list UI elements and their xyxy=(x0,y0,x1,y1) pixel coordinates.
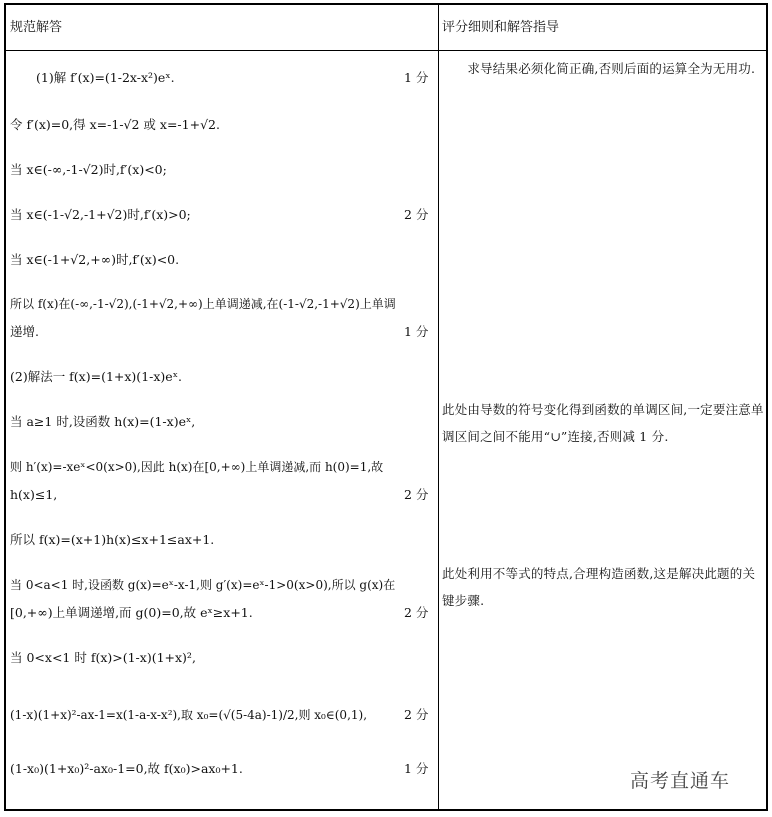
solution-text: 所以 f(x)在(-∞,-1-√2),(-1+√2,+∞)上单调递减,在(-1-√2,-1+√2)上单调 xyxy=(10,297,396,311)
score: 2 分 xyxy=(404,605,429,620)
solution-text: [0,+∞)上单调递增,而 g(0)=0,故 eˣ≥x+1. xyxy=(10,605,253,620)
score: 1 分 xyxy=(404,70,429,85)
header-left: 规范解答 xyxy=(10,20,63,35)
watermark-logo: 高考直通车 xyxy=(630,770,731,792)
solution-text: (1)解 f′(x)=(1-2x-x²)eˣ. xyxy=(36,70,175,85)
score: 2 分 xyxy=(404,707,429,722)
solution-text: (1-x₀)(1+x₀)²-ax₀-1=0,故 f(x₀)>ax₀+1. xyxy=(10,761,243,776)
solution-text: (1-x)(1+x)²-ax-1=x(1-a-x-x²),取 x₀=(√(5-4a)-1)/2,则 x₀∈(0,1), xyxy=(10,708,368,722)
header-divider xyxy=(6,50,766,51)
solution-text: 当 0<x<1 时 f(x)>(1-x)(1+x)², xyxy=(10,650,196,665)
solution-text: (2)解法一 f(x)=(1+x)(1-x)eˣ. xyxy=(10,369,182,384)
solution-text: 当 0<a<1 时,设函数 g(x)=eˣ-x-1,则 g′(x)=eˣ-1>0(x>0),所以 g(x)在 xyxy=(10,578,396,592)
solution-table xyxy=(4,3,768,811)
solution-text: 当 x∈(-1-√2,-1+√2)时,f′(x)>0; xyxy=(10,207,191,222)
guidance-note: 此处由导数的符号变化得到函数的单调区间,一定要注意单调区间之间不能用“∪”连接,否则减 1 分. xyxy=(442,402,764,444)
solution-text: 当 x∈(-1+√2,+∞)时,f′(x)<0. xyxy=(10,252,180,267)
guidance-note: 此处利用不等式的特点,合理构造函数,这是解决此题的关键步骤. xyxy=(442,566,756,608)
solution-text: 当 a≥1 时,设函数 h(x)=(1-x)eˣ, xyxy=(10,414,196,429)
solution-text: 递增. xyxy=(10,324,39,339)
score: 2 分 xyxy=(404,487,429,502)
solution-text: 则 h′(x)=-xeˣ<0(x>0),因此 h(x)在[0,+∞)上单调递减,而 h(0)=1,故 xyxy=(10,460,384,474)
solution-text: h(x)≤1, xyxy=(10,487,58,502)
solution-text: 所以 f(x)=(x+1)h(x)≤x+1≤ax+1. xyxy=(10,532,215,547)
solution-text: 令 f′(x)=0,得 x=-1-√2 或 x=-1+√2. xyxy=(10,117,220,132)
score: 1 分 xyxy=(404,324,429,339)
header-right: 评分细则和解答指导 xyxy=(442,20,560,35)
guidance-note: 求导结果必须化简正确,否则后面的运算全为无用功. xyxy=(442,61,756,76)
column-divider xyxy=(438,5,439,809)
solution-text: 当 x∈(-∞,-1-√2)时,f′(x)<0; xyxy=(10,162,167,177)
score: 1 分 xyxy=(404,761,429,776)
score: 2 分 xyxy=(404,207,429,222)
